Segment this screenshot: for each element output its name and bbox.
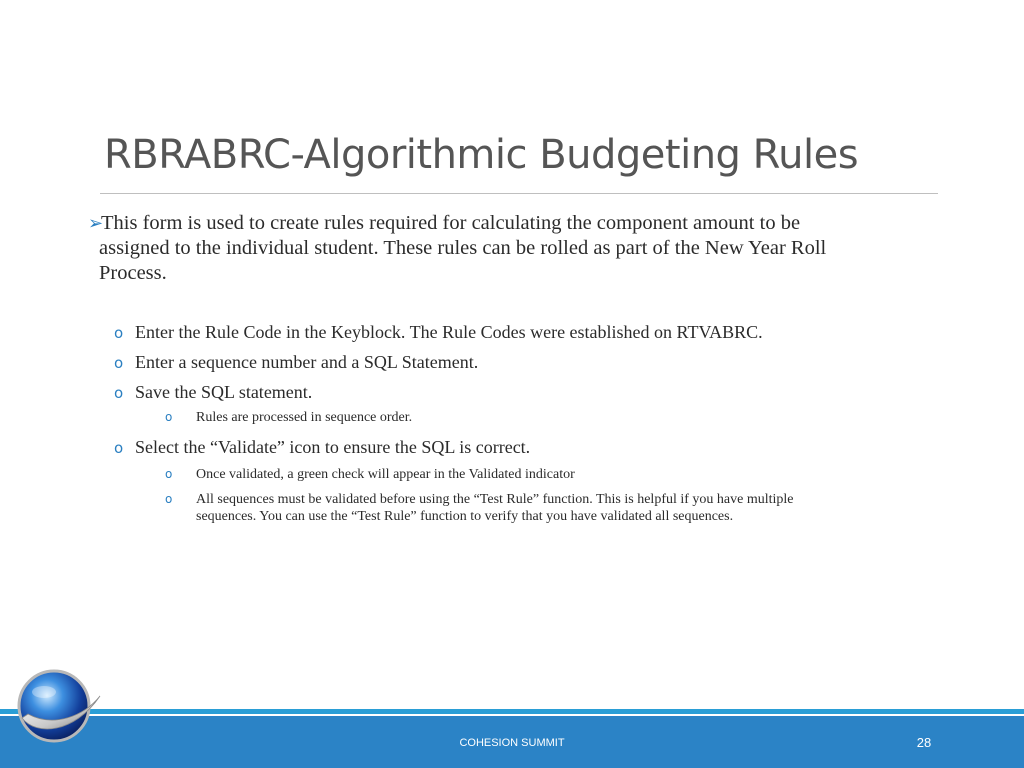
title-divider <box>100 193 938 194</box>
circle-bullet-icon: o <box>114 324 124 342</box>
bullet-rule-code <box>88 321 938 343</box>
circle-bullet-icon: o <box>114 439 124 457</box>
circle-bullet-icon: o <box>114 384 124 402</box>
bullet-text: Save the SQL statement. <box>135 382 313 402</box>
sub-bullet-text: Once validated, a green check will appear in the Validated indicator <box>196 467 575 482</box>
intro-line-3: Process. <box>99 262 167 284</box>
sub-bullet-text: Rules are processed in sequence order. <box>196 410 413 425</box>
bullet-text: Enter the Rule Code in the Keyblock. The Rule Codes were established on RTVABRC. <box>135 322 763 342</box>
slide-title: RBRABRC-Algorithmic Budgeting Rules <box>104 132 859 178</box>
bullet-validate <box>88 436 938 458</box>
circle-bullet-icon: o <box>114 354 124 372</box>
bullet-sequence <box>88 351 938 373</box>
arrow-bullet-icon: ➢ <box>88 213 104 234</box>
intro-paragraph <box>88 211 938 286</box>
sub-bullet-sequence-order <box>88 409 938 426</box>
globe-logo-icon <box>14 666 106 746</box>
circle-bullet-icon: o <box>165 467 173 481</box>
intro-line-1: This form is used to create rules required for calculating the component amount to be <box>101 212 801 234</box>
sub-bullet-test-rule <box>88 491 938 525</box>
sub-bullet-text-line-2: sequences. You can use the “Test Rule” function to verify that you have validated all sequences. <box>196 509 734 524</box>
bullet-text: Enter a sequence number and a SQL Statement. <box>135 352 479 372</box>
bullet-save <box>88 381 938 403</box>
bullet-text: Select the “Validate” icon to ensure the SQL is correct. <box>135 437 531 457</box>
slide-body <box>88 211 938 525</box>
footer-accent-line <box>0 709 1024 714</box>
circle-bullet-icon: o <box>165 410 173 424</box>
circle-bullet-icon: o <box>165 492 173 506</box>
intro-line-2: assigned to the individual student. These rules can be rolled as part of the New Year Roll <box>99 237 827 259</box>
sub-bullet-text-line-1: All sequences must be validated before using the “Test Rule” function. This is helpful if you have multiple <box>196 492 794 507</box>
page-number: 28 <box>916 735 932 750</box>
sub-bullet-green-check <box>88 466 938 483</box>
footer-label: COHESION SUMMIT <box>459 737 565 749</box>
